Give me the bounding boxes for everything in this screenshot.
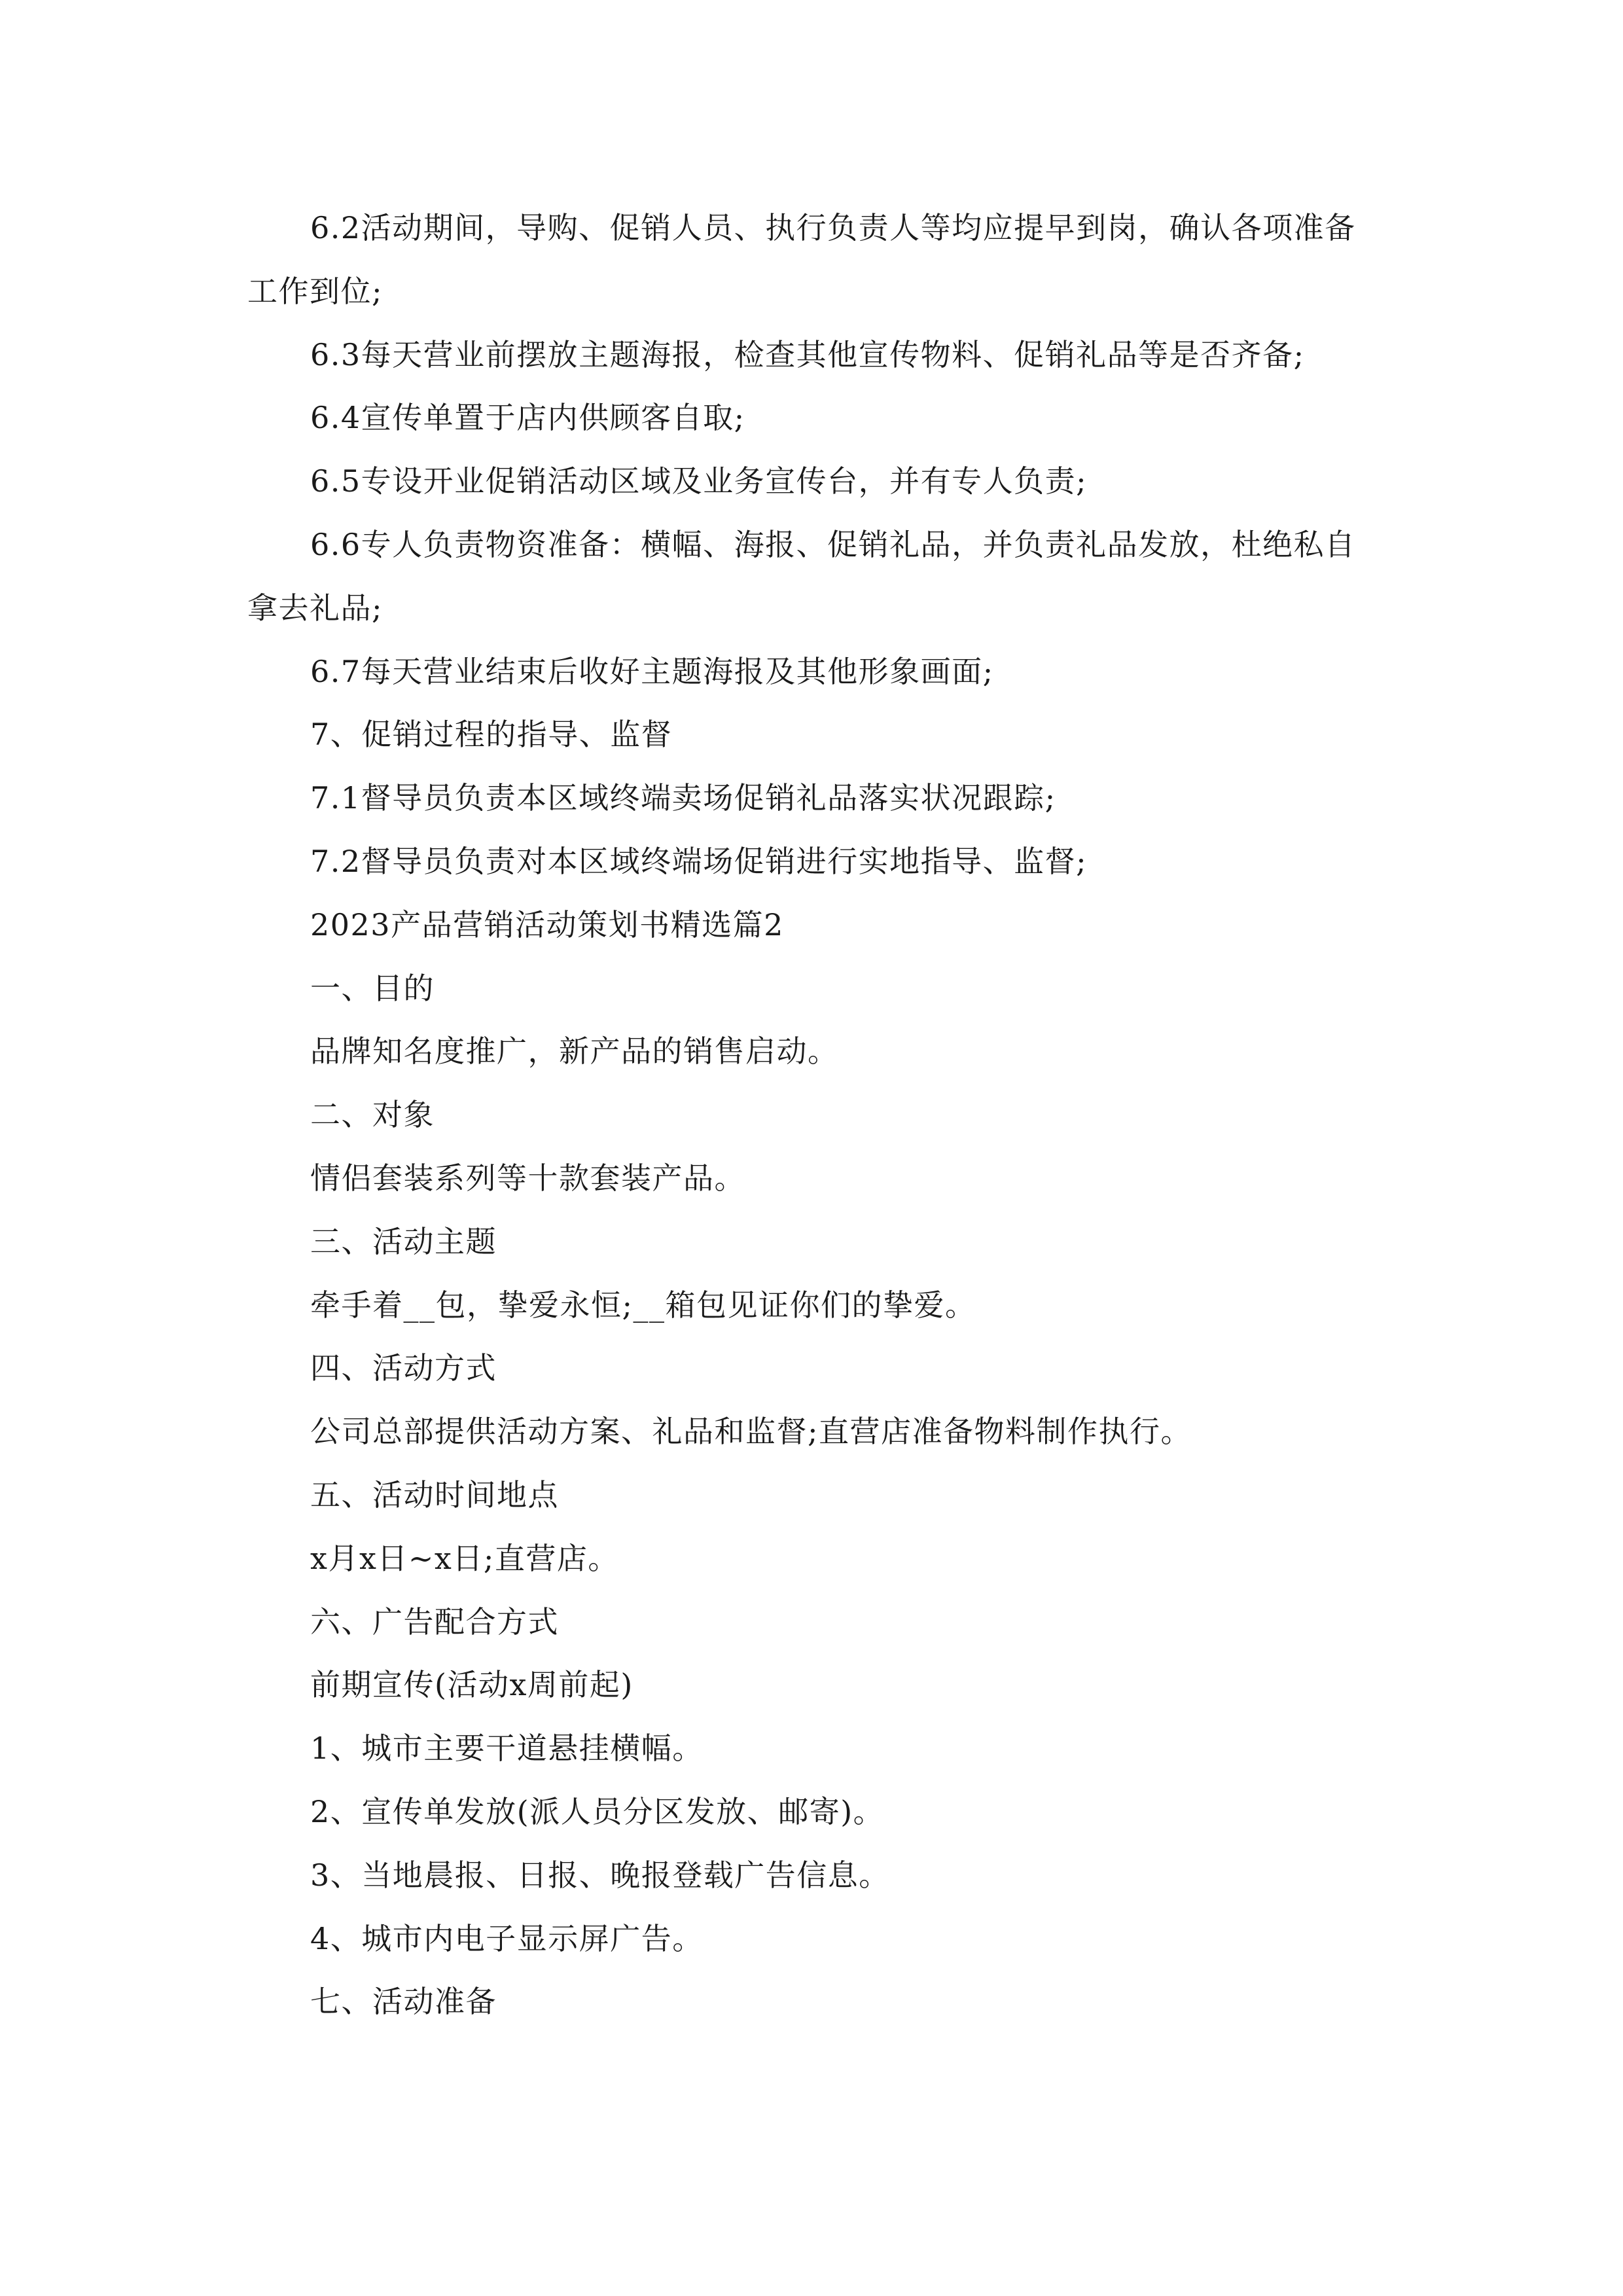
section-heading: 五、活动时间地点 — [310, 1477, 559, 1513]
paragraph: 6.6专人负责物资准备：横幅、海报、促销礼品，并负责礼品发放，杜绝私自拿去礼品; — [247, 526, 1356, 626]
paragraph: 7.2督导员负责对本区域终端场促销进行实地指导、监督; — [310, 843, 1088, 879]
paragraph: 6.5专设开业促销活动区域及业务宣传台，并有专人负责; — [310, 463, 1088, 499]
list-item: 3、当地晨报、日报、晚报登载广告信息。 — [310, 1857, 890, 1893]
article-title: 2023产品营销活动策划书精选篇2 — [310, 906, 784, 942]
section-heading: 七、活动准备 — [310, 1984, 497, 2020]
section-heading: 二、对象 — [310, 1097, 435, 1133]
paragraph: x月x日~x日;直营店。 — [310, 1540, 619, 1576]
section-heading: 一、目的 — [310, 970, 435, 1006]
paragraph: 前期宣传(活动x周前起) — [310, 1667, 633, 1703]
paragraph: 6.3每天营业前摆放主题海报，检查其他宣传物料、促销礼品等是否齐备; — [310, 336, 1305, 372]
paragraph: 牵手着__包，挚爱永恒;__箱包见证你们的挚爱。 — [310, 1287, 976, 1323]
paragraph: 品牌知名度推广，新产品的销售启动。 — [310, 1033, 839, 1069]
paragraph: 7.1督导员负责本区域终端卖场促销礼品落实状况跟踪; — [310, 780, 1056, 816]
section-heading: 三、活动主题 — [310, 1223, 497, 1259]
list-item: 4、城市内电子显示屏广告。 — [310, 1920, 704, 1956]
section-heading: 六、广告配合方式 — [310, 1604, 559, 1640]
paragraph: 公司总部提供活动方案、礼品和监督;直营店准备物料制作执行。 — [310, 1414, 1192, 1450]
paragraph: 6.2活动期间，导购、促销人员、执行负责人等均应提早到岗，确认各项准备工作到位; — [247, 210, 1356, 309]
list-item: 2、宣传单发放(派人员分区发放、邮寄)。 — [310, 1793, 885, 1829]
paragraph: 6.7每天营业结束后收好主题海报及其他形象画面; — [310, 653, 994, 689]
document-body — [247, 196, 1376, 2034]
paragraph: 6.4宣传单置于店内供顾客自取; — [310, 400, 745, 436]
paragraph: 情侣套装系列等十款套装产品。 — [310, 1160, 745, 1196]
section-heading: 7、促销过程的指导、监督 — [310, 717, 673, 753]
list-item: 1、城市主要干道悬挂横幅。 — [310, 1731, 704, 1767]
section-heading: 四、活动方式 — [310, 1350, 497, 1386]
